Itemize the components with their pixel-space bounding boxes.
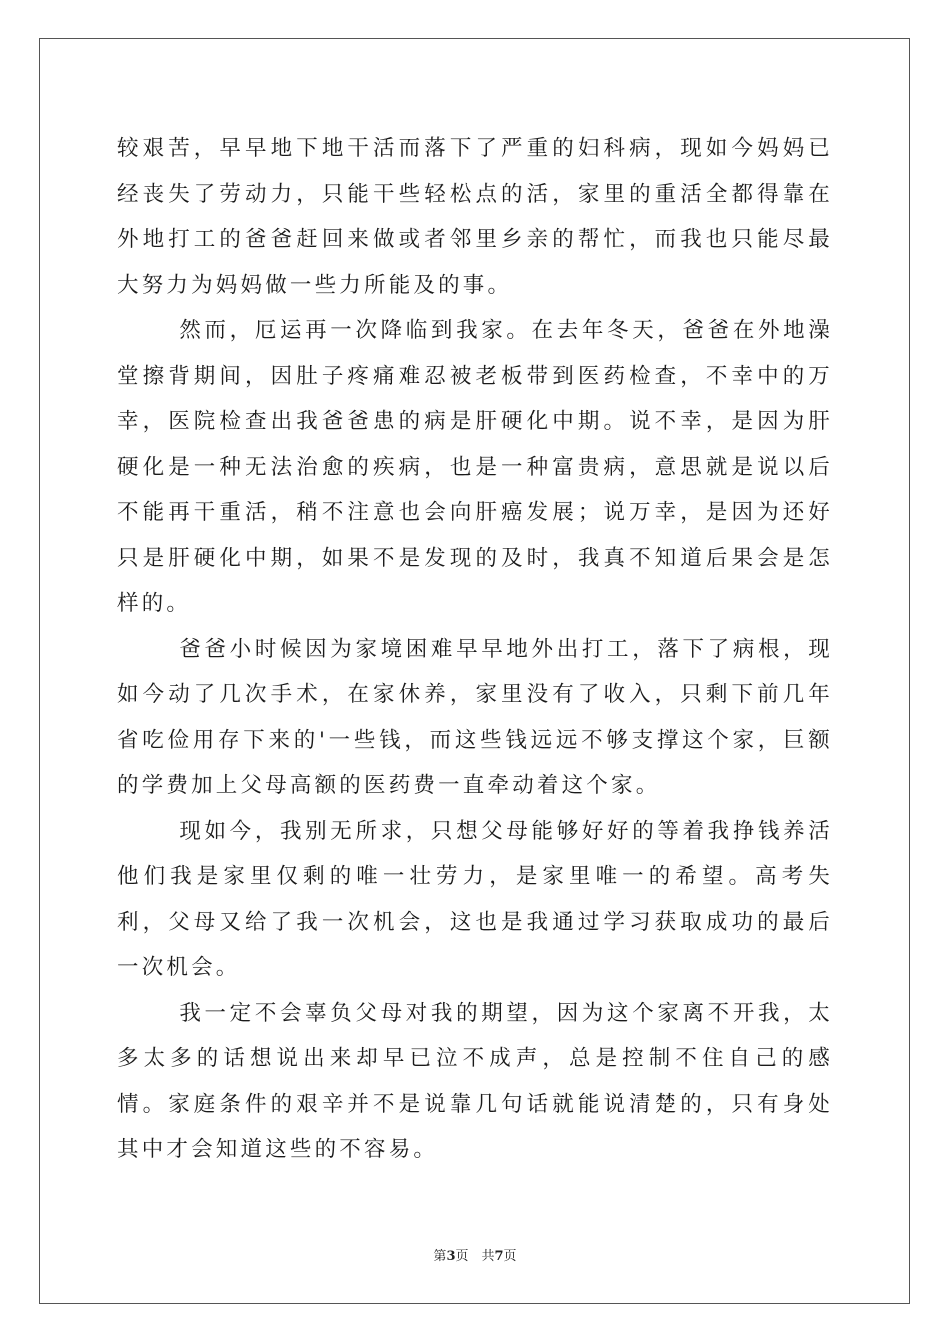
- page-footer: [0, 1245, 950, 1264]
- current-page-number: 3: [446, 1249, 456, 1264]
- footer-prefix: 第: [433, 1249, 447, 1264]
- footer-suffix: 页: [503, 1249, 517, 1264]
- document-body: [117, 126, 833, 1173]
- total-pages-number: 7: [494, 1249, 504, 1264]
- paragraph-4: 现如今，我别无所求，只想父母能够好好的等着我挣钱养活他们我是家里仅剩的唯一壮劳力，是家里唯一的希望。高考失利，父母又给了我一次机会，这也是我通过学习获取成功的最后一次机会。: [117, 818, 833, 980]
- paragraph-3: 爸爸小时候因为家境困难早早地外出打工，落下了病根，现如今动了几次手术，在家休养，家里没有了收入，只剩下前几年省吃俭用存下来的'一些钱，而这些钱远远不够支撑这个家，巨额的学费加上父母高额的医药费一直牵动着这个家。: [117, 636, 833, 798]
- paragraph-2: 然而，厄运再一次降临到我家。在去年冬天，爸爸在外地澡堂擦背期间，因肚子疼痛难忍被老板带到医药检查，不幸中的万幸，医院检查出我爸爸患的病是肝硬化中期。说不幸，是因为肝硬化是一种无法治愈的疾病，也是一种富贵病，意思就是说以后不能再干重活，稍不注意也会向肝癌发展；说万幸，是因为还好只是肝硬化中期，如果不是发现的及时，我真不知道后果会是怎样的。: [117, 318, 833, 616]
- paragraph-1: 较艰苦，早早地下地干活而落下了严重的妇科病，现如今妈妈已经丧失了劳动力，只能干些轻松点的活，家里的重活全都得靠在外地打工的爸爸赶回来做或者邻里乡亲的帮忙，而我也只能尽最大努力为妈妈做一些力所能及的事。: [117, 136, 833, 298]
- paragraph-5: 我一定不会辜负父母对我的期望，因为这个家离不开我，太多太多的话想说出来却早已泣不成声，总是控制不住自己的感情。家庭条件的艰辛并不是说靠几句话就能说清楚的，只有身处其中才会知道这些的不容易。: [117, 1000, 833, 1162]
- footer-middle: 页 共: [455, 1249, 495, 1264]
